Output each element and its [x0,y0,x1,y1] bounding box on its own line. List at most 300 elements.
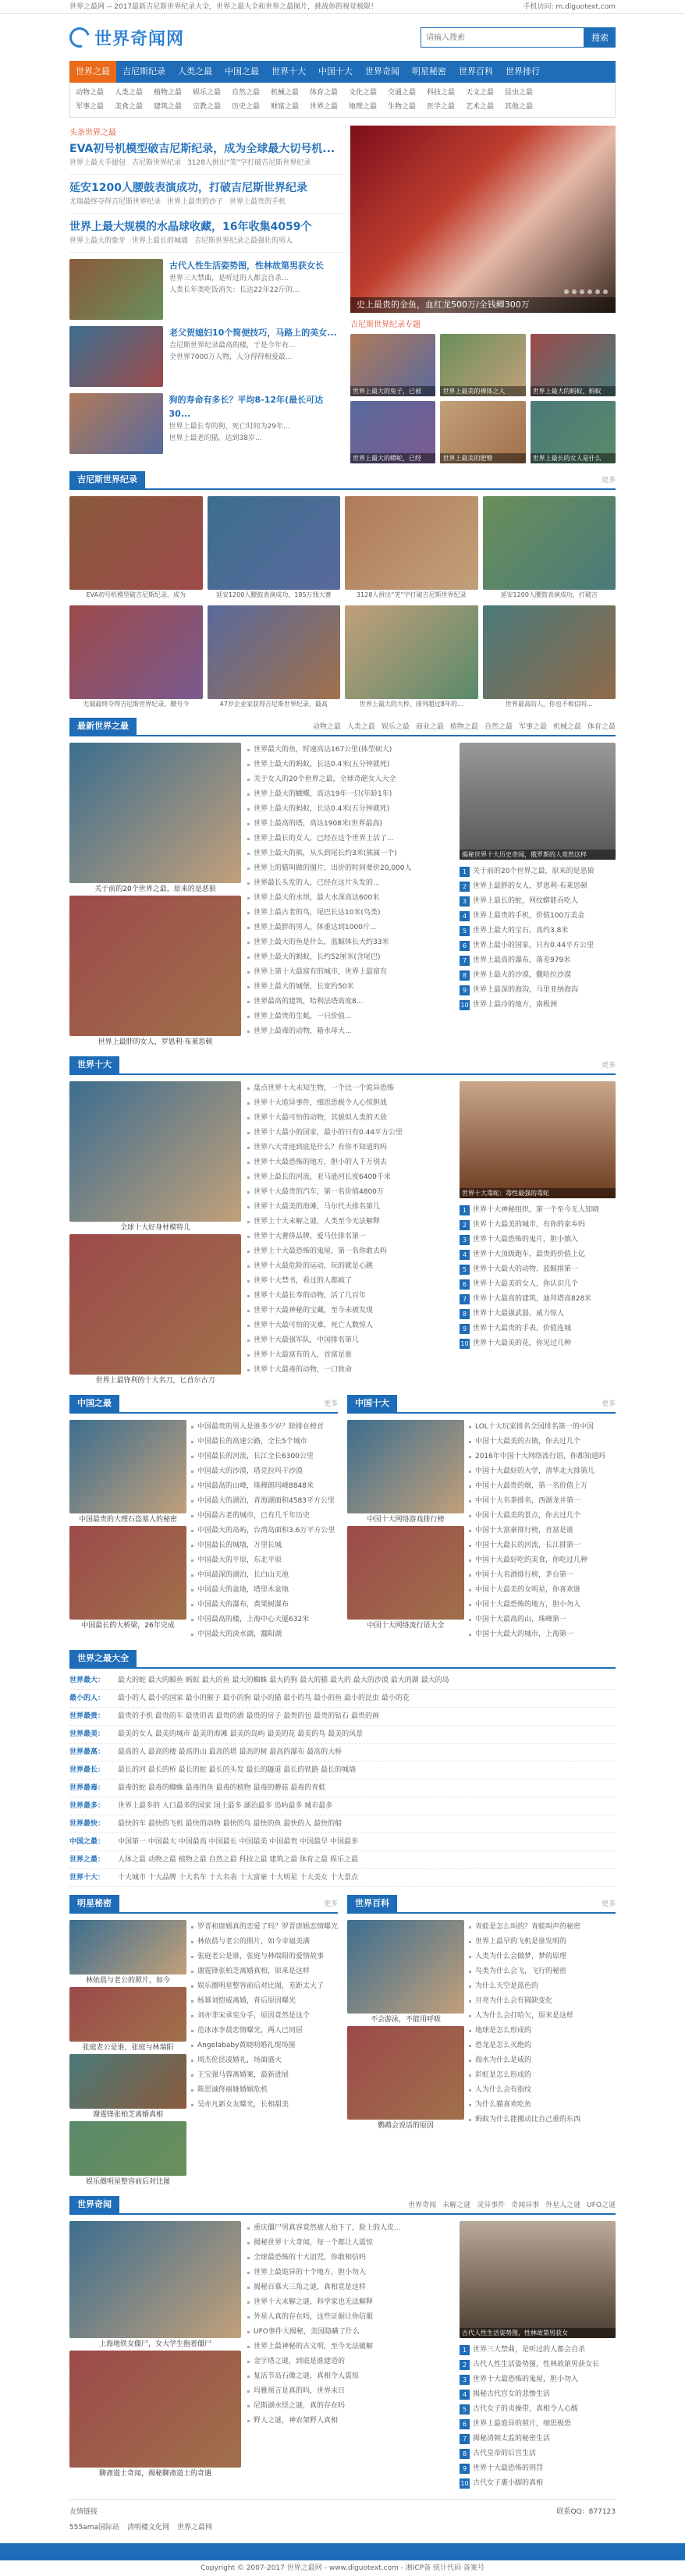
friend-link[interactable]: 清明楼文化网 [126,2524,169,2532]
list-item[interactable] [460,879,616,894]
list-item[interactable] [469,1538,616,1553]
section-title[interactable]: 世界之最大全 [69,1650,137,1667]
nav-item[interactable]: 世界排行 [506,66,540,76]
slider-dots[interactable] [564,289,608,294]
list-item[interactable] [469,2024,616,2038]
topic-values[interactable]: 最贵的手机 最贵的车 最贵的表 最贵的酒 最贵的房子 最贵的包 最贵的钻石 最贵的画 [118,1712,380,1720]
list-item[interactable] [247,1096,453,1111]
friend-link[interactable]: 555ama国际站 [69,2524,119,2532]
topic-key[interactable]: 世界之最： [69,1856,105,1864]
photo-card[interactable] [345,496,478,601]
category-link[interactable]: 军事之最 [518,723,547,731]
subnav-item[interactable]: 历史之最 [231,103,260,111]
photo-tile[interactable] [440,401,525,463]
list-item[interactable] [247,787,453,802]
photo-caption[interactable]: 谢霆锋张柏芝离婚真相 [92,2111,163,2119]
list-item[interactable] [247,832,453,846]
subnav-item[interactable]: 宗教之最 [192,103,221,111]
photo-caption[interactable]: 中国十大网络游戏排行榜 [367,1516,445,1524]
more-link[interactable]: 更多 [601,1900,616,1908]
list-item[interactable] [460,1262,616,1277]
list-item[interactable] [460,1218,616,1233]
list-item[interactable] [191,1449,338,1464]
list-item[interactable] [247,817,453,832]
list-item[interactable] [191,2038,338,2053]
search-button[interactable]: 搜索 [584,27,616,48]
list-item[interactable] [191,2098,338,2113]
topic-values[interactable]: 最快的车 最快的飞机 最快的动物 最快的鸟 最快的鱼 最快的人 最快的船 [118,1820,342,1828]
photo-caption[interactable]: 中国最贵的大理石盗墓人的秘密 [78,1516,177,1524]
list-item[interactable] [247,1126,453,1141]
list-item[interactable] [469,1568,616,1583]
list-item[interactable] [247,1244,453,1259]
guinness-topic-label[interactable]: 吉尼斯世界纪录专题 [350,321,421,329]
section-title[interactable]: 明星秘密 [69,1895,119,1912]
list-item[interactable] [469,1509,616,1524]
section-title[interactable]: 吉尼斯世界纪录 [69,471,145,488]
subnav-item[interactable]: 娱乐之最 [192,89,221,97]
photo-tile[interactable] [345,496,478,590]
list-item[interactable] [247,1304,453,1318]
subnav-item[interactable]: 财富之最 [270,103,299,111]
list-item[interactable] [247,965,453,980]
list-item[interactable] [191,1613,338,1627]
photo-tile[interactable] [69,1420,186,1513]
photo-tile[interactable] [69,2351,241,2468]
photo-tile[interactable] [208,496,341,590]
list-item[interactable] [247,2399,453,2414]
meta-link[interactable]: 尤瑞最终夺得吉尼斯世界纪录 [69,198,161,206]
topic-values[interactable]: 最长的河 最长的桥 最长的蛇 最长的头发 最长的隧道 最长的铁路 最长的城墙 [118,1766,357,1774]
more-link[interactable]: 更多 [601,1400,616,1408]
photo-tile[interactable] [350,334,435,396]
topic-values[interactable]: 最小的人 最小的国家 最小的猴子 最小的狗 最小的猫 最小的鸟 最小的鱼 最小的昆虫 最小的花 [118,1694,410,1702]
history-photo[interactable]: 揭秘世界十大历史奇闻，俄罗斯的人竟然这样 [460,743,616,860]
feature-line[interactable]: 吉尼斯世界纪录最高的楼，于是今年有... [169,342,296,349]
list-item[interactable] [469,1994,616,2009]
list-item[interactable] [469,1479,616,1494]
list-item[interactable] [247,772,453,787]
list-item[interactable] [247,1111,453,1126]
list-item[interactable] [191,1583,338,1598]
list-item[interactable] [247,1185,453,1200]
subnav-item[interactable]: 医学之最 [426,103,455,111]
list-item[interactable] [469,1464,616,1479]
list-item[interactable] [460,2358,616,2372]
list-item[interactable] [191,2053,338,2068]
list-item[interactable] [469,1964,616,1979]
list-item[interactable] [247,1215,453,1229]
photo-caption[interactable]: 鹦鹉会说话的原因 [378,2122,435,2130]
photo-tile[interactable] [345,605,478,699]
list-item[interactable] [191,1509,338,1524]
list-item[interactable] [460,2432,616,2446]
subnav-item[interactable]: 地理之最 [348,103,377,111]
topic-key[interactable]: 世界最贵： [69,1712,105,1720]
list-item[interactable] [247,1081,453,1096]
meta-link[interactable]: 吉尼斯世界纪录之最强壮的男人 [194,237,293,245]
list-item[interactable] [469,2098,616,2113]
subnav-item[interactable]: 人类之最 [114,89,143,97]
subnav-item[interactable]: 植物之最 [153,89,182,97]
topic-values[interactable]: 最大的蛇 最大的鲸鱼 蚂蚁 最大的鱼 最大的蜘蛛 最大的狗 最大的猫 最大的 最大的沙漠 最大的湖 最大的岛 [118,1677,449,1684]
feature-line[interactable]: 世界三大禁曲，是听过的人都会自杀... [169,275,289,282]
photo-tile[interactable] [531,401,616,463]
nav-item[interactable]: 世界之最 [69,61,116,83]
list-item[interactable] [460,1307,616,1322]
photo-card[interactable] [483,496,616,601]
list-item[interactable] [247,1363,453,1378]
list-item[interactable] [469,1420,616,1435]
subnav-item[interactable]: 生物之最 [387,103,416,111]
list-item[interactable] [247,1259,453,1274]
photo-caption[interactable]: 中国最长的大桥梁，26年完成 [81,1622,175,1630]
meta-link[interactable]: 世界上最大手提包 [69,159,126,167]
category-link[interactable]: 体育之最 [587,723,616,731]
list-item[interactable] [460,2417,616,2432]
list-item[interactable] [469,1553,616,1568]
ancient-photo[interactable]: 古代人性生活姿势图，性林故第男获女 [460,2221,616,2338]
photo-card[interactable] [483,605,616,710]
nav-item[interactable]: 世界十大 [272,66,306,76]
list-item[interactable] [469,1979,616,1994]
nav-item[interactable]: 中国十大 [318,66,353,76]
photo-caption[interactable]: 林依晨与老公的照片，如今 [85,1977,170,1985]
list-item[interactable] [247,2295,453,2310]
category-link[interactable]: 世界奇闻 [408,2202,437,2209]
topic-values[interactable]: 世界上最多的 人口最多的国家 国土最多 湖泊最多 岛屿最多 城市最多 [118,1802,333,1810]
list-item[interactable] [469,1613,616,1627]
topic-key[interactable]: 世界最高： [69,1748,105,1756]
list-item[interactable] [469,2083,616,2098]
list-item[interactable] [247,980,453,995]
more-link[interactable]: 更多 [601,1062,616,1070]
feature-line[interactable]: 人类长年类吃饭消失：长达22年22斤的... [169,286,300,294]
topic-key[interactable]: 世界最大： [69,1677,105,1684]
list-item[interactable] [460,894,616,909]
topic-values[interactable]: 最美的女人 最美的城市 最美的海滩 最美的岛屿 最美的花 最美的鸟 最美的风景 [118,1730,364,1738]
list-item[interactable] [247,758,453,772]
meta-link[interactable]: 世界上最大的象牙 [69,237,126,245]
logo[interactable] [69,26,184,50]
list-item[interactable] [191,1553,338,1568]
photo-caption[interactable]: 上海地铁女僵尸，女大学生抱着僵尸 [98,2340,211,2348]
photo-card[interactable] [69,496,203,601]
meta-link[interactable]: 吉尼斯世界纪录 [132,159,182,167]
list-item[interactable] [247,2251,453,2266]
subnav-item[interactable]: 体育之最 [309,89,338,97]
meta-link[interactable]: 世界上最贵的沙子 [167,198,224,206]
friend-link[interactable]: 世界之最网 [177,2524,213,2532]
photo-tile[interactable] [347,2026,464,2120]
section-title[interactable]: 中国十大 [347,1395,397,1412]
list-item[interactable] [469,1935,616,1950]
list-item[interactable] [469,2009,616,2024]
section-title[interactable]: 世界百科 [347,1895,397,1912]
nav-item[interactable]: 明星秘密 [412,66,446,76]
topic-values[interactable]: 人体之最 动物之最 植物之最 自然之最 科技之最 建筑之最 体育之最 娱乐之最 [118,1856,359,1864]
headline-link[interactable]: 延安1200人腰鼓表演成功，打破吉尼斯世界纪录 [69,182,307,194]
list-item[interactable] [191,1598,338,1613]
photo-caption[interactable]: 张庭老公是谁，张庭与林瑞阳 [82,2044,174,2052]
list-item[interactable] [469,2053,616,2068]
list-item[interactable] [247,1009,453,1024]
subnav-item[interactable]: 交通之最 [387,89,416,97]
section-title[interactable]: 最新世界之最 [69,718,137,735]
list-item[interactable] [191,1494,338,1509]
list-item[interactable] [247,802,453,817]
list-item[interactable] [247,1200,453,1215]
list-item[interactable] [469,1583,616,1598]
list-item[interactable] [469,1920,616,1935]
feature-thumb[interactable] [69,259,163,320]
category-link[interactable]: 外星人之谜 [545,2202,581,2209]
topic-values[interactable]: 中国第一 中国最大 中国最高 中国最长 中国最美 中国最贵 中国最早 中国最多 [118,1838,359,1846]
list-item[interactable] [469,1435,616,1449]
photo-tile[interactable] [69,743,241,883]
category-link[interactable]: 植物之最 [449,723,478,731]
photo-tile[interactable] [531,334,616,396]
list-item[interactable] [247,1333,453,1348]
topic-key[interactable]: 世界最毒： [69,1784,105,1792]
hero-slider[interactable] [350,126,616,313]
photo-caption[interactable]: 世界上最锋利的十大名刀，匕首尔古刀 [95,1377,215,1385]
nav-item[interactable]: 世界奇闻 [365,66,399,76]
list-item[interactable] [460,2343,616,2358]
subnav-item[interactable]: 科技之最 [426,89,455,97]
feature-thumb[interactable] [69,393,163,454]
more-link[interactable]: 更多 [601,477,616,484]
list-item[interactable] [247,1274,453,1289]
subnav-item[interactable]: 世界之最 [309,103,338,111]
list-item[interactable] [460,1292,616,1307]
section-title[interactable]: 世界奇闻 [69,2196,119,2213]
topic-values[interactable]: 十大城市 十大品牌 十大名车 十大名表 十大富豪 十大明星 十大美女 十大景点 [118,1874,359,1882]
subnav-item[interactable]: 天文之最 [465,89,494,97]
list-item[interactable] [460,2446,616,2461]
feature-thumb[interactable] [69,326,163,387]
list-item[interactable] [191,1479,338,1494]
list-item[interactable] [247,995,453,1009]
list-item[interactable] [460,1277,616,1292]
photo-tile[interactable] [69,1081,241,1222]
photo-card[interactable] [345,605,478,710]
list-item[interactable] [460,1203,616,1218]
list-item[interactable] [191,1435,338,1449]
list-item[interactable] [247,1318,453,1333]
list-item[interactable] [460,924,616,939]
list-item[interactable] [247,2340,453,2354]
feature-title[interactable]: 老父贺媳妇10个简便技巧，马路上的美女... [169,328,337,338]
photo-tile[interactable] [69,496,203,590]
list-item[interactable] [247,1229,453,1244]
list-item[interactable] [460,2372,616,2387]
category-link[interactable]: 人类之最 [346,723,375,731]
subnav-item[interactable]: 动物之最 [75,89,104,97]
list-item[interactable] [247,1170,453,1185]
category-link[interactable]: 未解之谜 [442,2202,471,2209]
list-item[interactable] [460,864,616,879]
section-title[interactable]: 中国之最 [69,1395,119,1412]
list-item[interactable] [460,968,616,983]
list-item[interactable] [247,2266,453,2280]
subnav-item[interactable]: 艺术之最 [465,103,494,111]
list-item[interactable] [247,1348,453,1363]
feature-line[interactable]: 世界上最老的猫，达到38岁... [169,435,262,442]
section-title[interactable]: 世界十大 [69,1056,119,1073]
subnav-item[interactable]: 机械之最 [270,89,299,97]
nav-item[interactable]: 中国之最 [225,66,259,76]
topic-key[interactable]: 世界最长： [69,1766,105,1774]
list-item[interactable] [191,1538,338,1553]
photo-caption[interactable]: 中国十大网络流行语大全 [367,1622,445,1630]
list-item[interactable] [247,2310,453,2325]
list-item[interactable] [247,891,453,906]
topic-key[interactable]: 最小的人： [69,1694,105,1702]
mobile-link[interactable]: 手机访问: m.diguotext.com [523,3,616,11]
list-item[interactable] [191,2009,338,2024]
nav-item[interactable]: 人类之最 [178,66,212,76]
nav-item[interactable]: 世界百科 [459,66,493,76]
photo-caption[interactable]: 娱乐圈明星整容前后对比图 [85,2178,170,2186]
photo-card[interactable] [208,496,341,601]
list-item[interactable] [469,1950,616,1964]
headline-link[interactable]: 世界上最大规模的水晶球收藏，16年收集4059个 [69,221,312,233]
list-item[interactable] [247,1155,453,1170]
feature-title[interactable]: 狗的寿命有多长？平均8-12年(最长可达30... [169,395,324,419]
list-item[interactable] [469,1494,616,1509]
list-item[interactable] [460,1247,616,1262]
photo-tile[interactable] [69,2054,186,2109]
snake-photo[interactable]: 世界十大毒蛇：毒性最强的毒蛇 [460,1081,616,1198]
photo-caption[interactable]: 不会游泳，不能用呼吸 [371,2016,442,2024]
topic-key[interactable]: 世界最美： [69,1730,105,1738]
list-item[interactable] [247,2414,453,2429]
category-link[interactable]: 商业之最 [415,723,444,731]
subnav-item[interactable]: 自然之最 [231,89,260,97]
list-item[interactable] [460,939,616,953]
photo-tile[interactable] [483,605,616,699]
photo-caption[interactable]: 全球十大好身材模特儿 [119,1224,190,1232]
list-item[interactable] [191,2024,338,2038]
photo-tile[interactable] [69,1526,186,1620]
meta-link[interactable]: 3128人拼出“笑”字打破吉尼斯世界纪录 [187,159,311,167]
photo-tile[interactable] [350,401,435,463]
meta-link[interactable]: 世界上最贵的手机 [229,198,286,206]
photo-card[interactable] [208,605,341,710]
list-item[interactable] [247,876,453,891]
category-link[interactable]: 自然之最 [484,723,513,731]
list-item[interactable] [460,2402,616,2417]
photo-tile[interactable] [69,605,203,699]
category-link[interactable]: 奇闻异事 [511,2202,540,2209]
list-item[interactable] [460,2387,616,2402]
list-item[interactable] [247,2221,453,2236]
photo-tile[interactable] [440,334,525,396]
more-link[interactable]: 更多 [324,1900,339,1908]
topic-key[interactable]: 世界最快： [69,1820,105,1828]
photo-tile[interactable] [347,1420,464,1513]
list-item[interactable] [191,2083,338,2098]
list-item[interactable] [191,1979,338,1994]
list-item[interactable] [247,1141,453,1155]
photo-tile[interactable] [69,1987,186,2042]
photo-tile[interactable] [69,2121,186,2176]
list-item[interactable] [460,998,616,1013]
photo-tile[interactable] [69,1920,186,1975]
feature-line[interactable]: 世界上最长寿的狗，死亡时间为29年... [169,423,290,431]
photo-card[interactable] [69,605,203,710]
list-item[interactable] [460,2476,616,2491]
headline-link[interactable]: EVA初号机模型破吉尼斯纪录，成为全球最大切号机... [69,143,335,155]
list-item[interactable] [460,1233,616,1247]
list-item[interactable] [191,2068,338,2083]
list-item[interactable] [247,950,453,965]
list-item[interactable] [247,2280,453,2295]
list-item[interactable] [191,1627,338,1642]
category-link[interactable]: 机械之最 [552,723,581,731]
list-item[interactable] [469,2038,616,2053]
list-item[interactable] [247,2369,453,2384]
topic-values[interactable]: 最毒的蛇 最毒的蜘蛛 最毒的鱼 最毒的植物 最毒的蘑菇 最毒的青蛙 [118,1784,326,1792]
list-item[interactable] [191,1964,338,1979]
feature-title[interactable]: 古代人性生活姿势图，性林故第男获女长 [169,261,324,271]
list-item[interactable] [247,743,453,758]
list-item[interactable] [191,1950,338,1964]
list-item[interactable] [191,1920,338,1935]
list-item[interactable] [247,846,453,861]
list-item[interactable] [469,1524,616,1538]
list-item[interactable] [469,1598,616,1613]
list-item[interactable] [460,1322,616,1336]
feature-line[interactable]: 全世界7000万人物，人分得得相爱最... [169,353,293,361]
list-item[interactable] [247,935,453,950]
photo-tile[interactable] [69,1234,241,1375]
photo-tile[interactable] [347,1920,464,2014]
photo-caption[interactable]: 聊斋道士奇闻，揭秘聊斋道士的奇遇 [98,2470,211,2478]
photo-caption[interactable]: 关于前的20个世界之最，原来的是恶狼 [94,885,216,893]
subnav-item[interactable]: 文化之最 [348,89,377,97]
topic-key[interactable]: 世界最多： [69,1802,105,1810]
list-item[interactable] [460,953,616,968]
nav-item[interactable]: 吉尼斯纪录 [122,66,165,76]
topic-values[interactable]: 最高的人 最高的楼 最高的山 最高的塔 最高的树 最高的瀑布 最高的大桥 [118,1748,342,1756]
list-item[interactable] [469,2113,616,2127]
list-item[interactable] [247,906,453,921]
photo-tile[interactable] [69,2221,241,2338]
meta-link[interactable]: 世界上最长的城墙 [132,237,189,245]
subnav-item[interactable]: 昆虫之最 [504,89,533,97]
photo-tile[interactable] [347,1526,464,1620]
list-item[interactable] [247,2325,453,2340]
list-item[interactable] [247,2354,453,2369]
photo-tile[interactable] [483,496,616,590]
list-item[interactable] [191,1935,338,1950]
topic-key[interactable]: 世界十大： [69,1874,105,1882]
category-link[interactable]: 灵异事件 [477,2202,506,2209]
list-item[interactable] [460,1336,616,1351]
list-item[interactable] [191,1568,338,1583]
list-item[interactable] [247,1289,453,1304]
list-item[interactable] [247,921,453,935]
photo-tile[interactable] [69,896,241,1036]
list-item[interactable] [191,1994,338,2009]
list-item[interactable] [469,1627,616,1642]
category-link[interactable]: 动物之最 [312,723,341,731]
list-item[interactable] [460,983,616,998]
list-item[interactable] [460,2461,616,2476]
list-item[interactable] [191,1420,338,1435]
